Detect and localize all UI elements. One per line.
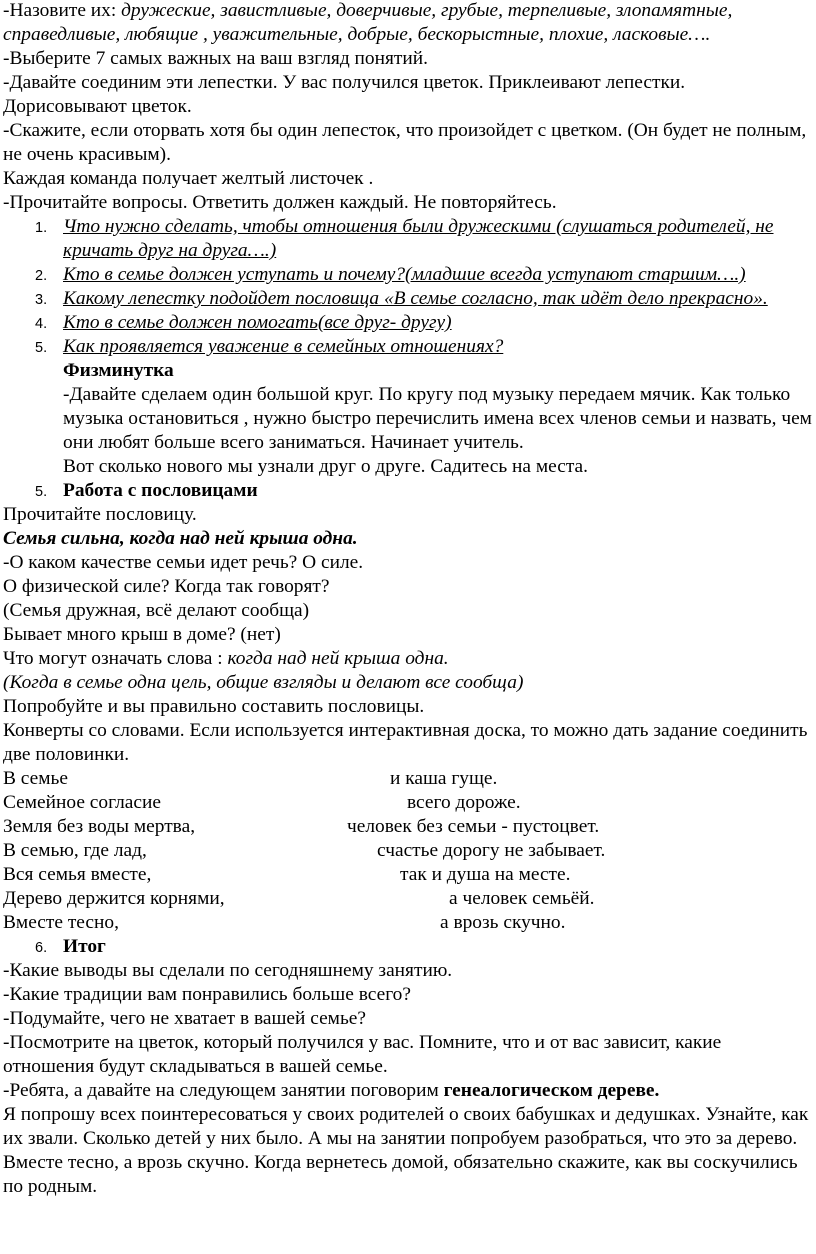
question-text: Кто в семье должен уступать и почему?(младшие всегда уступают старшим….) xyxy=(63,264,746,285)
pair-right: так и душа на месте. xyxy=(400,864,571,885)
intro-connect: -Давайте соединим эти лепестки. У вас получился цветок. Приклеивают лепестки. Дорисовывают цветок. xyxy=(3,72,686,117)
proverb-quote: Семья сильна, когда над ней крыша одна. xyxy=(3,528,358,549)
proverb-q4 xyxy=(3,647,813,671)
intro-name-lead: -Назовите их: xyxy=(3,0,122,21)
proverb-q4-lead: Что могут означать слова : xyxy=(3,648,228,669)
document-page xyxy=(3,0,813,1199)
question-item xyxy=(3,335,813,359)
intro-tear: -Скажите, если оторвать хотя бы один лепесток, что произойдет с цветком. (Он будет не полным, не очень красивым). xyxy=(3,120,807,165)
section-title: Итог xyxy=(63,936,106,957)
section-number: 6. xyxy=(35,940,48,956)
section-number: 5. xyxy=(35,484,48,500)
summary-s5-lead: -Ребята, а давайте на следующем занятии поговорим xyxy=(3,1080,444,1101)
fizminutka-title: Физминутка xyxy=(63,360,174,381)
pair-right: человек без семьи - пустоцвет. xyxy=(347,816,600,837)
question-number: 1. xyxy=(35,220,48,236)
summary-s6: Я попрошу всех поинтересоваться у своих родителей о своих бабушках и дедушках. Узнайте, как их звали. Сколько детей у них было. А мы на занятии попробуем разобраться, что это за дерево. xyxy=(3,1104,809,1149)
summary-s1: -Какие выводы вы сделали по сегодняшнему занятию. xyxy=(3,960,453,981)
section-heading-proverbs xyxy=(3,479,813,503)
section-heading-summary xyxy=(3,935,813,959)
proverb-q4-italic: когда над ней крыша одна. xyxy=(227,648,449,669)
summary-s4: -Посмотрите на цветок, который получился у вас. Помните, что и от вас зависит, какие отношения будут складываться в вашей семье. xyxy=(3,1032,722,1077)
proverb-pair-row xyxy=(3,911,813,935)
question-number: 3. xyxy=(35,292,48,308)
proverb-pair-row xyxy=(3,839,813,863)
question-item xyxy=(3,287,813,311)
question-text: Что нужно сделать, чтобы отношения были дружескими (слушаться родителей, не кричать друг на друга….) xyxy=(63,216,774,261)
summary-s3: -Подумайте, чего не хватает в вашей семье? xyxy=(3,1008,366,1029)
question-text: Как проявляется уважение в семейных отношениях? xyxy=(63,336,504,357)
proverb-q1: -О каком качестве семьи идет речь? О силе. xyxy=(3,552,364,573)
pair-right: а человек семьёй. xyxy=(449,888,595,909)
pair-left: Вся семья вместе, xyxy=(3,864,152,885)
summary-s5-bold: генеалогическом дереве. xyxy=(443,1080,660,1101)
pair-left: Вместе тесно, xyxy=(3,912,119,933)
proverb-pair-row xyxy=(3,767,813,791)
proverb-pair-row xyxy=(3,791,813,815)
proverb-envelopes: Конверты со словами. Если используется интерактивная доска, то можно дать задание соединить две половинки. xyxy=(3,720,808,765)
section-title: Работа с пословицами xyxy=(63,480,258,501)
proverb-pair-row xyxy=(3,863,813,887)
proverb-read: Прочитайте пословицу. xyxy=(3,504,197,525)
proverb-pair-row xyxy=(3,815,813,839)
intro-team: Каждая команда получает желтый листочек . xyxy=(3,168,374,189)
pair-left: Семейное согласие xyxy=(3,792,161,813)
pair-left: Дерево держится корнями, xyxy=(3,888,225,909)
intro-word-list: дружеские, завистливые, доверчивые, грубые, терпеливые, злопамятные, справедливые, любящие , уважительные, добрые, бескорыстные, плохие, ласковые…. xyxy=(3,0,733,45)
summary-s2: -Какие традиции вам понравились больше всего? xyxy=(3,984,411,1005)
question-text: Кто в семье должен помогать(все друг- другу) xyxy=(63,312,452,333)
question-item xyxy=(3,263,813,287)
pair-right: всего дороже. xyxy=(407,792,521,813)
proverb-q3: Бывает много крыш в доме? (нет) xyxy=(3,624,281,645)
intro-name-words xyxy=(3,0,813,47)
pair-left: Земля без воды мертва, xyxy=(3,816,196,837)
intro-choose: -Выберите 7 самых важных на ваш взгляд понятий. xyxy=(3,48,428,69)
pair-left: В семью, где лад, xyxy=(3,840,147,861)
summary-s7: Вместе тесно, а врозь скучно. Когда вернетесь домой, обязательно скажите, как вы соскучились по родным. xyxy=(3,1152,798,1197)
question-item xyxy=(3,311,813,335)
pair-right: счастье дорогу не забывает. xyxy=(377,840,606,861)
proverb-pair-row xyxy=(3,887,813,911)
question-text: Какому лепестку подойдет пословица «В семье согласно, так идёт дело прекрасно». xyxy=(63,288,768,309)
pair-right: а врозь скучно. xyxy=(440,912,566,933)
question-number: 2. xyxy=(35,268,48,284)
question-number: 4. xyxy=(35,316,48,332)
proverb-a2: (Семья дружная, всё делают сообща) xyxy=(3,600,310,621)
pair-left: В семье xyxy=(3,768,68,789)
intro-read: -Прочитайте вопросы. Ответить должен каждый. Не повторяйтесь. xyxy=(3,192,557,213)
proverb-q2: О физической силе? Когда так говорят? xyxy=(3,576,330,597)
question-number: 5. xyxy=(35,340,48,356)
fizminutka-text: -Давайте сделаем один большой круг. По кругу под музыку передаем мячик. Как только музыка остановиться , нужно быстро перечислить имена всех членов семьи и назвать, чем они любят больше всего заниматься. Начинает учитель. xyxy=(63,384,812,453)
summary-s5 xyxy=(3,1079,813,1103)
fizminutka-end: Вот сколько нового мы узнали друг о друге. Садитесь на места. xyxy=(63,456,588,477)
proverb-try: Попробуйте и вы правильно составить пословицы. xyxy=(3,696,425,717)
question-item xyxy=(3,215,813,263)
pair-right: и каша гуще. xyxy=(390,768,498,789)
proverb-a4: (Когда в семье одна цель, общие взгляды и делают все сообща) xyxy=(3,672,524,693)
